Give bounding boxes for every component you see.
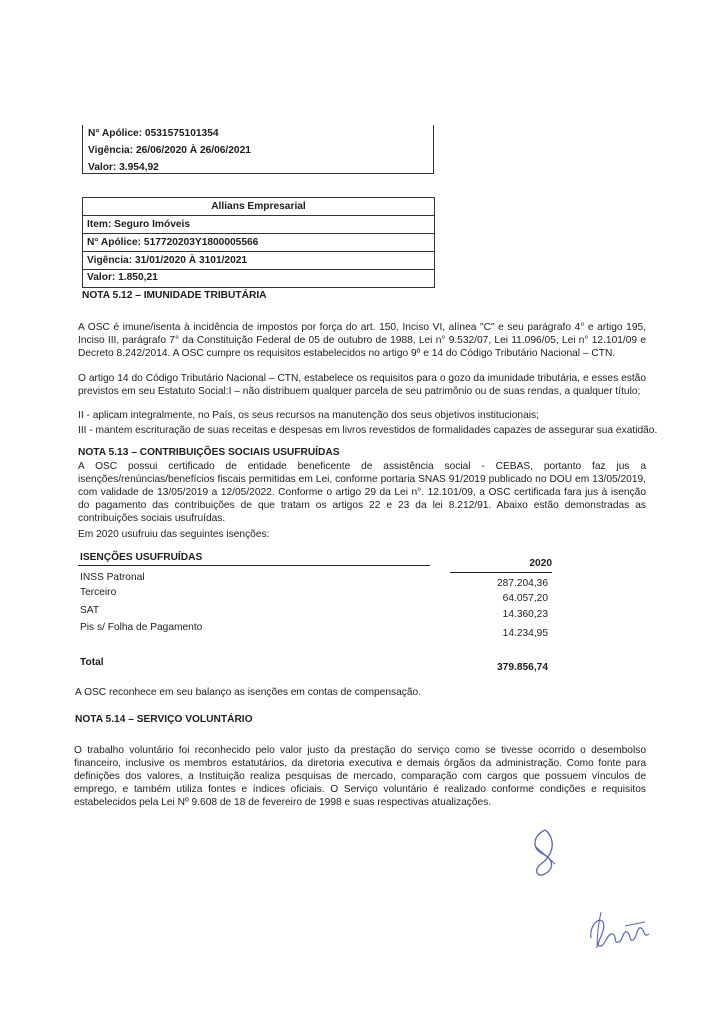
- paragraph: A OSC reconhece em seu balanço as isenções em contas de compensação.: [75, 687, 422, 698]
- paragraph: A OSC é imune/isenta à incidência de impostos por força do art. 150, Inciso VI, alínea "C" e seu parágrafo 4° e artigo 195, Inciso III, parágrafo 7° da Constituição Federal de 05 de outubro de 1988, Lei n° 9.532/07, Lei 11.096/05, Lei n° 12.101/09 e Decreto 8.242/2014. A OSC cumpre os requisitos estabelecidos no artigo 9º e 14 do Código Tributário Nacional – CTN.: [78, 322, 646, 359]
- policy-number: N° Apólice: 517720203Y1800005566: [83, 234, 434, 252]
- table-total-label: Total: [80, 657, 104, 668]
- policy-validity: Vigência: 31/01/2020 À 3101/2021: [83, 252, 434, 270]
- policy-box-1: [82, 125, 434, 174]
- paragraph: O trabalho voluntário foi reconhecido pelo valor justo da prestação do serviço como se tivesse ocorrido o desembolso financeiro, inclusive os membros estatutários, da diretoria executiva e demais órgãos da administração. Como fonte para definições dos valores, a Instituição realiza pesquisas de mercado, comparação com cargos que possuem vínculos de emprego, e também utiliza fontes e índices oficiais. O Serviço voluntário é realizado conforme condições e requisitos estabelecidos pela Lei Nº 9.608 de 18 de fevereiro de 1998 e suas respectivas atualizações.: [74, 745, 646, 808]
- paragraph: A OSC possui certificado de entidade beneficente de assistência social - CEBAS, portanto faz jus a isenções/renúncias/benefícios fiscais permitidas em Lei, conforme portaria SNAS 91/2019 publicado no DOU em 13/05/2019, com validade de 13/05/2019 a 12/05/2022. Conforme o artigo 29 da Lei n°. 12.101/09, a OSC certificada fara jus à isenção do pagamento das contribuições de que tratam os artigos 22 e 23 da lei 8.212/91. Abaixo estão demonstradas as contribuições sociais usufruídas.: [78, 461, 646, 524]
- table-row-value: 14.360,23: [502, 609, 548, 620]
- paragraph: Em 2020 usufruiu das seguintes isenções:: [78, 529, 270, 540]
- policy-box-header: Allians Empresarial: [83, 198, 434, 216]
- table-header-year: 2020: [529, 558, 552, 569]
- table-row-label: INSS Patronal: [80, 572, 145, 583]
- policy-box-2: [82, 197, 435, 288]
- handwritten-initials: [525, 826, 565, 878]
- exemptions-table: [78, 549, 552, 679]
- policy-validity: Vigência: 26/06/2020 À 26/06/2021: [88, 145, 251, 156]
- table-total-value: 379.856,74: [497, 662, 548, 673]
- policy-value: Valor: 1.850,21: [87, 272, 158, 283]
- paragraph: II - aplicam integralmente, no País, os seus recursos na manutenção dos seus objetivos institucionais;: [78, 410, 539, 421]
- section-title-nota-513: NOTA 5.13 – CONTRIBUIÇÕES SOCIAIS USUFRUÍDAS: [78, 447, 340, 458]
- table-row-value: 64.057,20: [502, 593, 548, 604]
- table-row-label: Terceiro: [80, 587, 117, 598]
- signature: [585, 908, 655, 952]
- table-row-value: 287.204,36: [497, 578, 548, 589]
- policy-value: Valor: 3.954,92: [88, 162, 159, 173]
- table-header-label: ISENÇÕES USUFRUÍDAS: [80, 552, 203, 563]
- table-row-value: 14.234,95: [502, 628, 548, 639]
- paragraph: O artigo 14 do Código Tributário Nacional – CTN, estabelece os requisitos para o gozo da imunidade tributária, e esses estão previstos em seu Estatuto Social:I – não distribuem qualquer parcela de seu patrimônio ou de suas rendas, a qualquer título;: [78, 373, 646, 397]
- policy-item: Item: Seguro Imóveis: [83, 216, 434, 234]
- section-title-nota-512: NOTA 5.12 – IMUNIDADE TRIBUTÁRIA: [82, 290, 267, 301]
- table-row-label: SAT: [80, 605, 100, 616]
- policy-number: N° Apólice: 0531575101354: [88, 128, 219, 139]
- section-title-nota-514: NOTA 5.14 – SERVIÇO VOLUNTÁRIO: [75, 714, 253, 725]
- table-row-label: Pis s/ Folha de Pagamento: [80, 622, 203, 633]
- paragraph: III - mantem escrituração de suas receitas e despesas em livros revestidos de formalidades capazes de assegurar sua exatidão.: [78, 425, 658, 436]
